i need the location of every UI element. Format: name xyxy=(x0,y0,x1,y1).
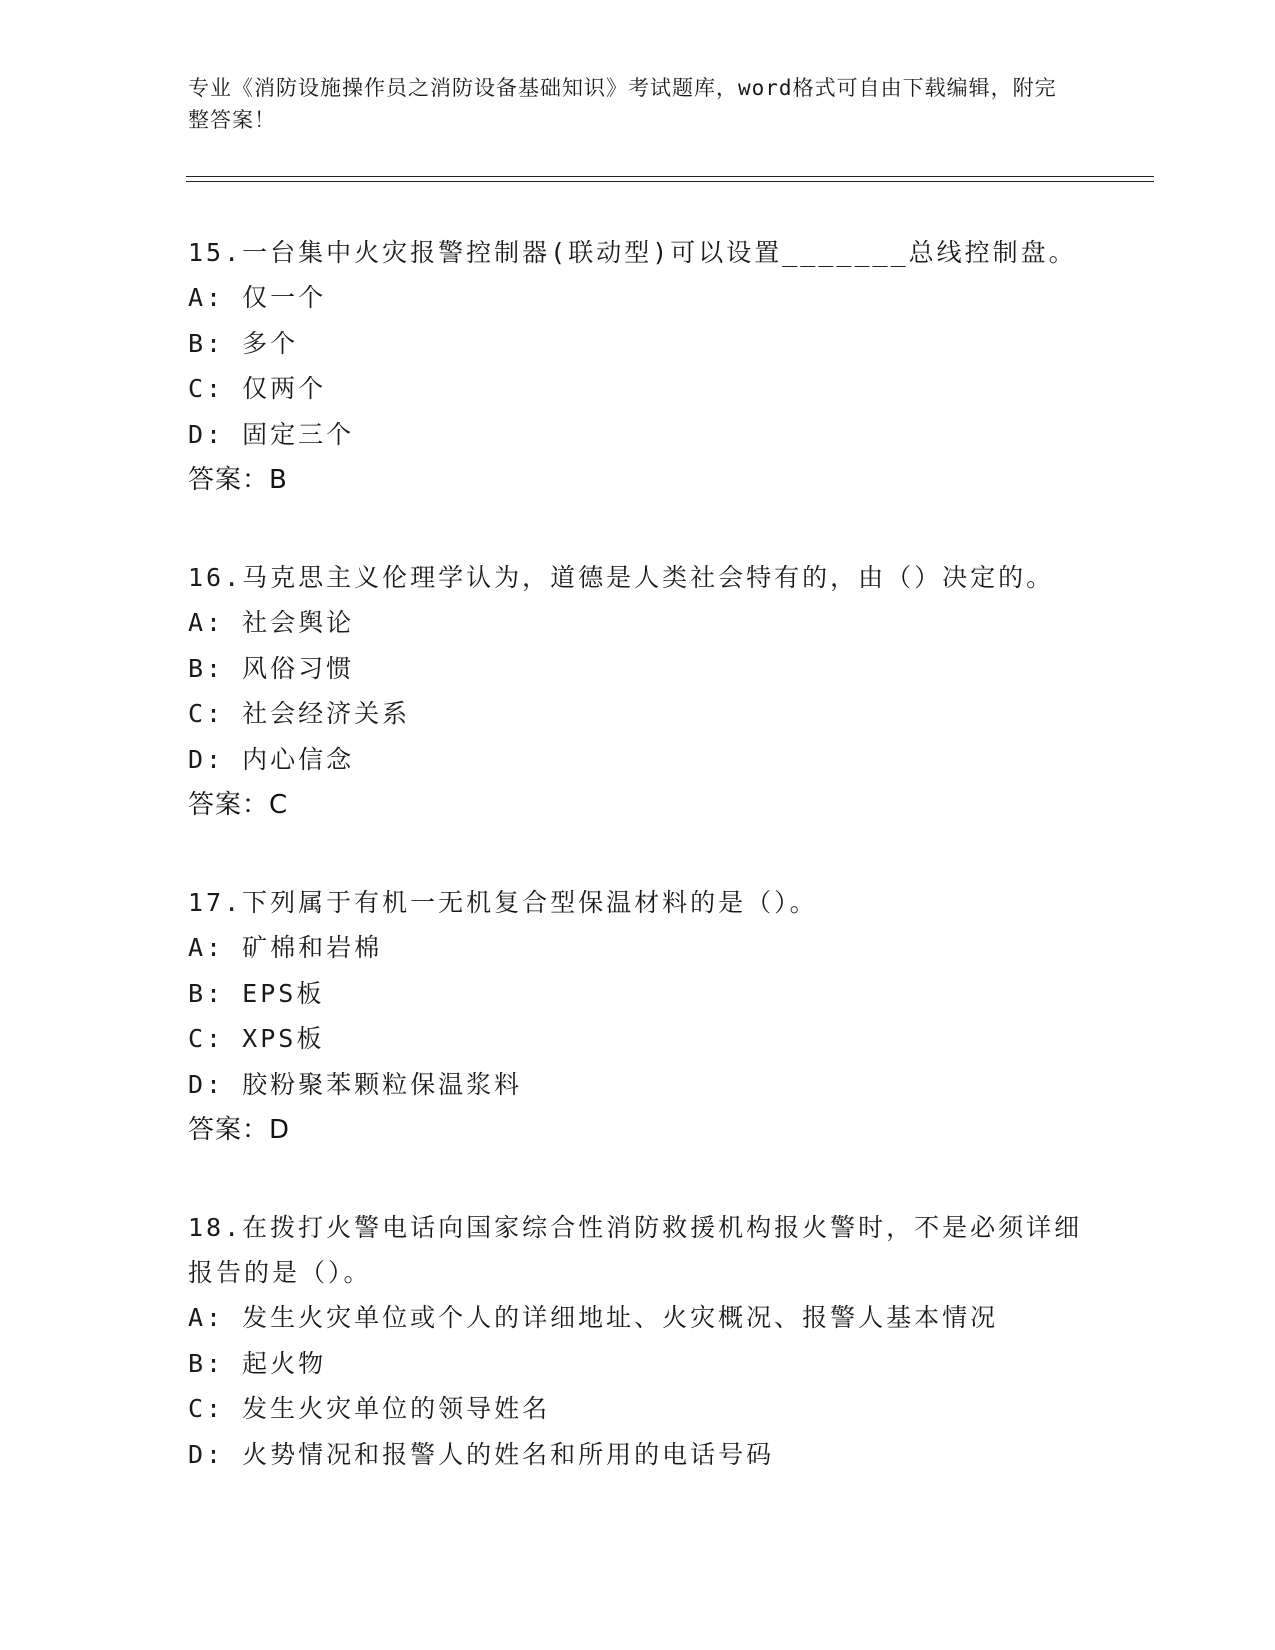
option-letter: A: xyxy=(188,283,225,312)
option-letter: D: xyxy=(188,419,225,449)
question-stem: 18.在拨打火警电话向国家综合性消防救援机构报火警时，不是必须详细报告的是（）。 xyxy=(188,1213,1083,1287)
option-text: 多个 xyxy=(242,328,299,358)
option-letter: C: xyxy=(188,374,225,403)
option-letter: D: xyxy=(188,1439,225,1469)
option-a xyxy=(188,600,1088,646)
question-16 xyxy=(188,555,1088,828)
option-letter: B: xyxy=(188,653,225,683)
option-b xyxy=(188,321,1088,367)
option-c xyxy=(188,691,1088,737)
option-text: XPS板 xyxy=(242,1024,325,1053)
question-18 xyxy=(188,1205,1088,1477)
option-c xyxy=(188,1386,1088,1432)
question-stem: 17.下列属于有机一无机复合型保温材料的是（）。 xyxy=(188,888,818,917)
option-letter: D: xyxy=(188,1069,225,1099)
option-text: 起火物 xyxy=(242,1348,327,1378)
option-letter: B: xyxy=(188,978,225,1008)
option-text: 仅一个 xyxy=(242,283,327,312)
option-text: 发生火灾单位或个人的详细地址、火灾概况、报警人基本情况 xyxy=(242,1303,999,1332)
option-letter: C: xyxy=(188,1024,225,1053)
option-letter: C: xyxy=(188,1394,225,1423)
option-d xyxy=(188,737,1088,783)
header-rule-top xyxy=(186,176,1154,177)
option-d xyxy=(188,1432,1088,1478)
option-d xyxy=(188,412,1088,458)
option-letter: A: xyxy=(188,608,225,637)
option-text: 矿棉和岩棉 xyxy=(242,933,383,962)
option-letter: B: xyxy=(188,1348,225,1378)
option-letter: B: xyxy=(188,328,225,358)
question-stem: 16.马克思主义伦理学认为，道德是人类社会特有的，由（）决定的。 xyxy=(188,563,1055,592)
option-text: 风俗习惯 xyxy=(242,653,355,683)
option-a xyxy=(188,925,1088,971)
option-text: 火势情况和报警人的姓名和所用的电话号码 xyxy=(242,1439,775,1469)
option-c xyxy=(188,1016,1088,1062)
question-15 xyxy=(188,230,1088,503)
option-text: 胶粉聚苯颗粒保温浆料 xyxy=(242,1069,523,1099)
option-d xyxy=(188,1062,1088,1108)
option-letter: A: xyxy=(188,1303,225,1332)
answer-line: 答案：D xyxy=(188,1115,291,1145)
option-a xyxy=(188,275,1088,321)
option-text: 内心信念 xyxy=(242,744,355,774)
option-text: 社会舆论 xyxy=(242,608,355,637)
question-list xyxy=(188,230,1088,1529)
option-b xyxy=(188,646,1088,692)
option-a xyxy=(188,1295,1088,1341)
option-letter: C: xyxy=(188,699,225,728)
option-text: 仅两个 xyxy=(242,374,327,403)
answer-line: 答案：B xyxy=(188,465,288,495)
option-text: 发生火灾单位的领导姓名 xyxy=(242,1394,551,1423)
option-text: EPS板 xyxy=(242,978,325,1008)
option-letter: D: xyxy=(188,744,225,774)
option-letter: A: xyxy=(188,933,225,962)
option-c xyxy=(188,366,1088,412)
question-stem: 15.一台集中火灾报警控制器(联动型)可以设置_______总线控制盘。 xyxy=(188,238,1077,267)
question-17 xyxy=(188,880,1088,1153)
option-b xyxy=(188,1341,1088,1387)
option-b xyxy=(188,971,1088,1017)
header-text: 专业《消防设施操作员之消防设备基础知识》考试题库，word格式可自由下载编辑，附完整答案！ xyxy=(188,76,1057,132)
header-rule-bottom xyxy=(186,181,1154,182)
option-text: 社会经济关系 xyxy=(242,699,411,728)
answer-line: 答案：C xyxy=(188,790,289,820)
option-text: 固定三个 xyxy=(242,419,355,449)
document-header xyxy=(188,72,1068,136)
